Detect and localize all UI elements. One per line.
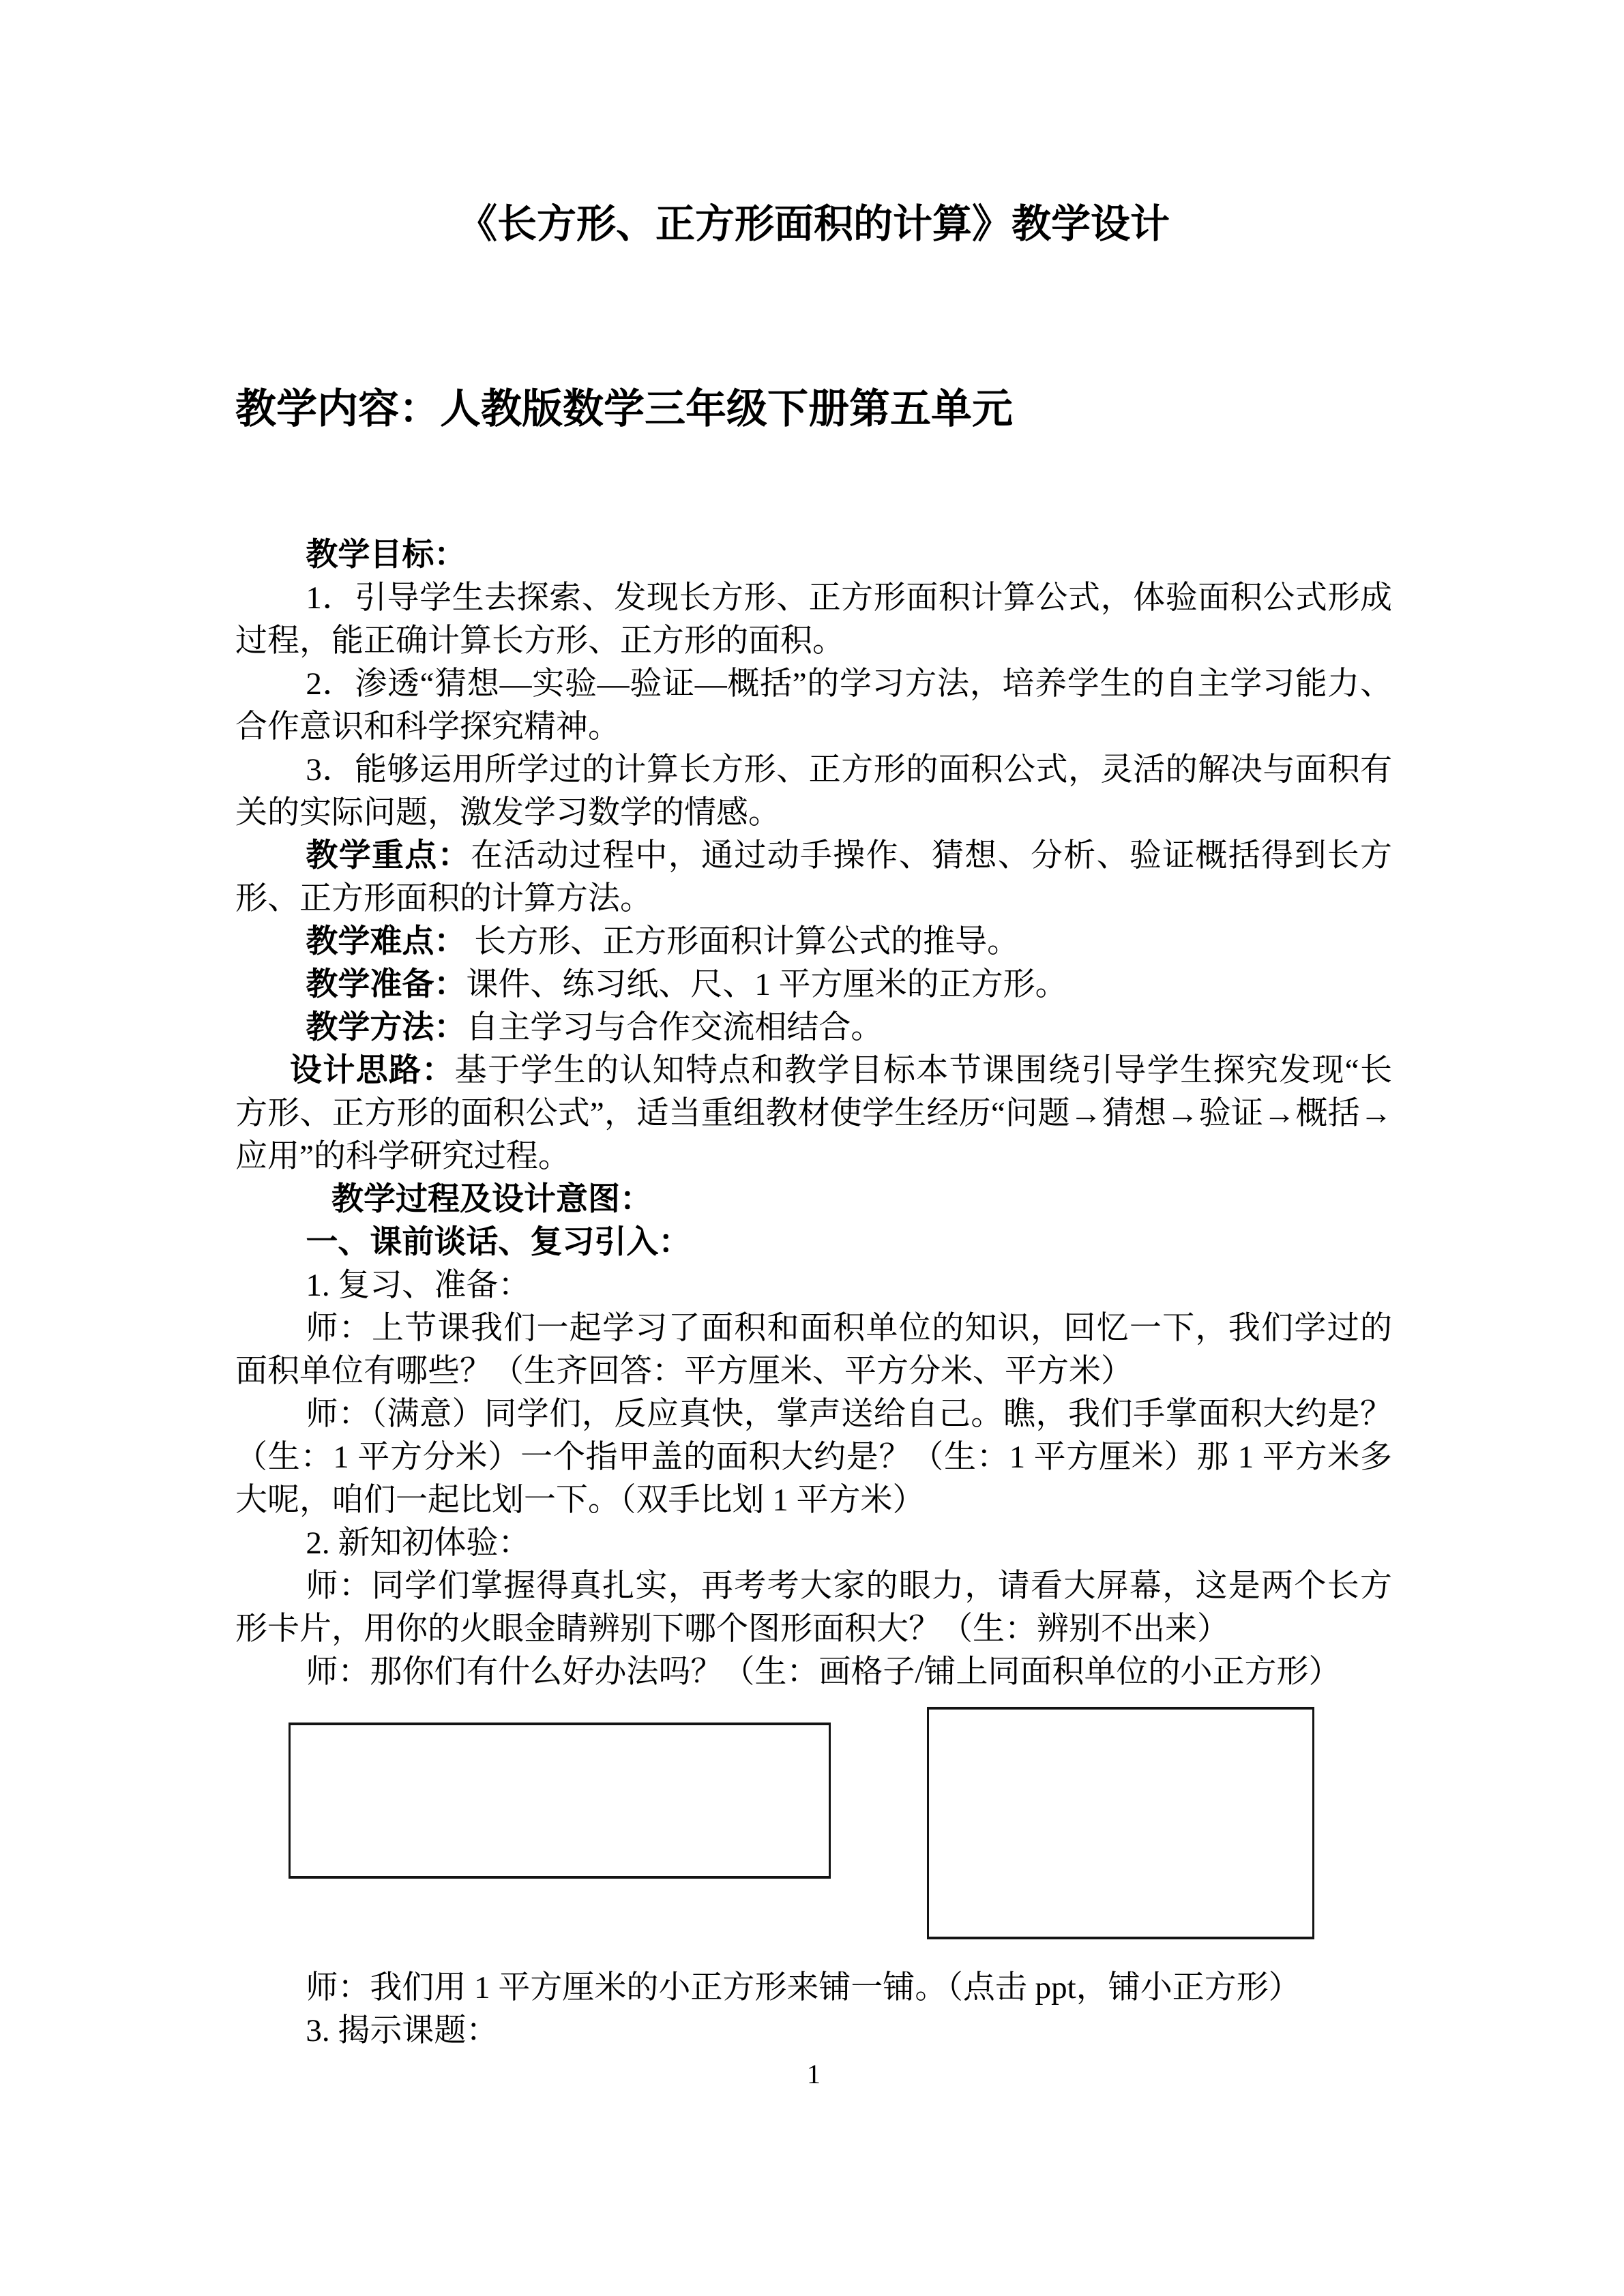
rectangle-cards-figure [235,1694,1392,1967]
heading-teaching-goals [235,534,1392,577]
step-1-review [235,1264,1392,1307]
blank-rectangle-card-right [927,1707,1314,1939]
document-title: 《长方形、正方形面积的计算》教学设计 [457,202,1170,246]
teaching-preparation [235,964,1392,1007]
bold-label-text: 教学准备： [306,967,467,1002]
heading-process-and-intent [235,1178,1392,1221]
teacher-line-two-cards [235,1565,1392,1651]
teacher-line-tile-squares [235,1967,1392,2010]
body-text: 师：那你们有什么好办法吗？（生：画格子/铺上同面积单位的小正方形） [306,1654,1341,1690]
body-text: 1．引导学生去探索、发现长方形、正方形面积计算公式，体验面积公式形成过程，能正确计算长方形、正方形的面积。 [235,580,1392,659]
document-body [235,534,1392,2053]
body-text: 师：我们用 1 平方厘米的小正方形来铺一铺。（点击 ppt，铺小正方形） [306,1970,1301,2006]
body-text: 师：（满意）同学们，反应真快，掌声送给自己。瞧，我们手掌面积大约是？（生：1 平方分米）一个指甲盖的面积大约是？（生：1 平方厘米）那 1 平方米多大呢，咱们一起比划一下。（双手比划 1 平方米） [235,1397,1392,1518]
body-text: 2．渗透“猜想—实验—验证—概括”的学习方法，培养学生的自主学习能力、合作意识和科学探究精神。 [235,666,1392,745]
teacher-line-palm [235,1393,1392,1522]
bold-label-text: 一、课前谈话、复习引入： [306,1225,691,1260]
body-text: 师：上节课我们一起学习了面积和面积单位的知识，回忆一下，我们学过的面积单位有哪些？（生齐回答：平方厘米、平方分米、平方米） [235,1311,1392,1389]
document-subtitle: 教学内容：人教版数学三年级下册第五单元 [235,386,1013,432]
blank-rectangle-card-left [289,1723,831,1879]
body-text: 3. 揭示课题： [306,2013,499,2048]
bold-label-text: 教学难点： [306,924,467,959]
teaching-key-points [235,835,1392,921]
body-text: 3．能够运用所学过的计算长方形、正方形的面积公式，灵活的解决与面积有关的实际问题，激发学习数学的情感。 [235,752,1392,831]
body-text: 基于学生的认知特点和教学目标本节课围绕引导学生探究发现“长方形、正方形的面积公式”，适当重组教材使学生经历“问题→猜想→验证→概括→应用”的科学研究过程。 [235,1053,1393,1174]
step-3-reveal-topic [235,2010,1392,2053]
teaching-difficulties [235,921,1392,964]
bold-label-text: 教学过程及设计意图： [331,1182,652,1217]
step-2-new-knowledge [235,1522,1392,1565]
bold-label-text: 设计思路： [289,1053,455,1088]
goal-2 [235,663,1392,749]
bold-label-text: 教学目标： [306,537,467,573]
teacher-line-review [235,1307,1392,1393]
page-number: 1 [807,2059,821,2089]
section-1-heading [235,1221,1392,1264]
teacher-line-good-method [235,1651,1392,1694]
goal-3 [235,749,1392,835]
teaching-method [235,1007,1392,1049]
design-idea [235,1049,1392,1178]
body-text: 师：同学们掌握得真扎实，再考考大家的眼力，请看大屏幕，这是两个长方形卡片，用你的火眼金睛辨别下哪个图形面积大？（生：辨别不出来） [235,1568,1392,1647]
body-text: 2. 新知初体验： [306,1525,531,1561]
body-text: 自主学习与合作交流相结合。 [466,1010,883,1045]
body-text: 1. 复习、准备： [306,1268,531,1303]
bold-label-text: 教学方法： [306,1010,467,1045]
bold-label-text: 教学重点： [306,838,471,874]
body-text: 长方形、正方形面积计算公式的推导。 [466,924,1020,959]
body-text: 在活动过程中，通过动手操作、猜想、分析、验证概括得到长方形、正方形面积的计算方法。 [235,838,1393,916]
goal-1 [235,577,1392,663]
body-text: 课件、练习纸、尺、1 平方厘米的正方形。 [466,967,1067,1002]
